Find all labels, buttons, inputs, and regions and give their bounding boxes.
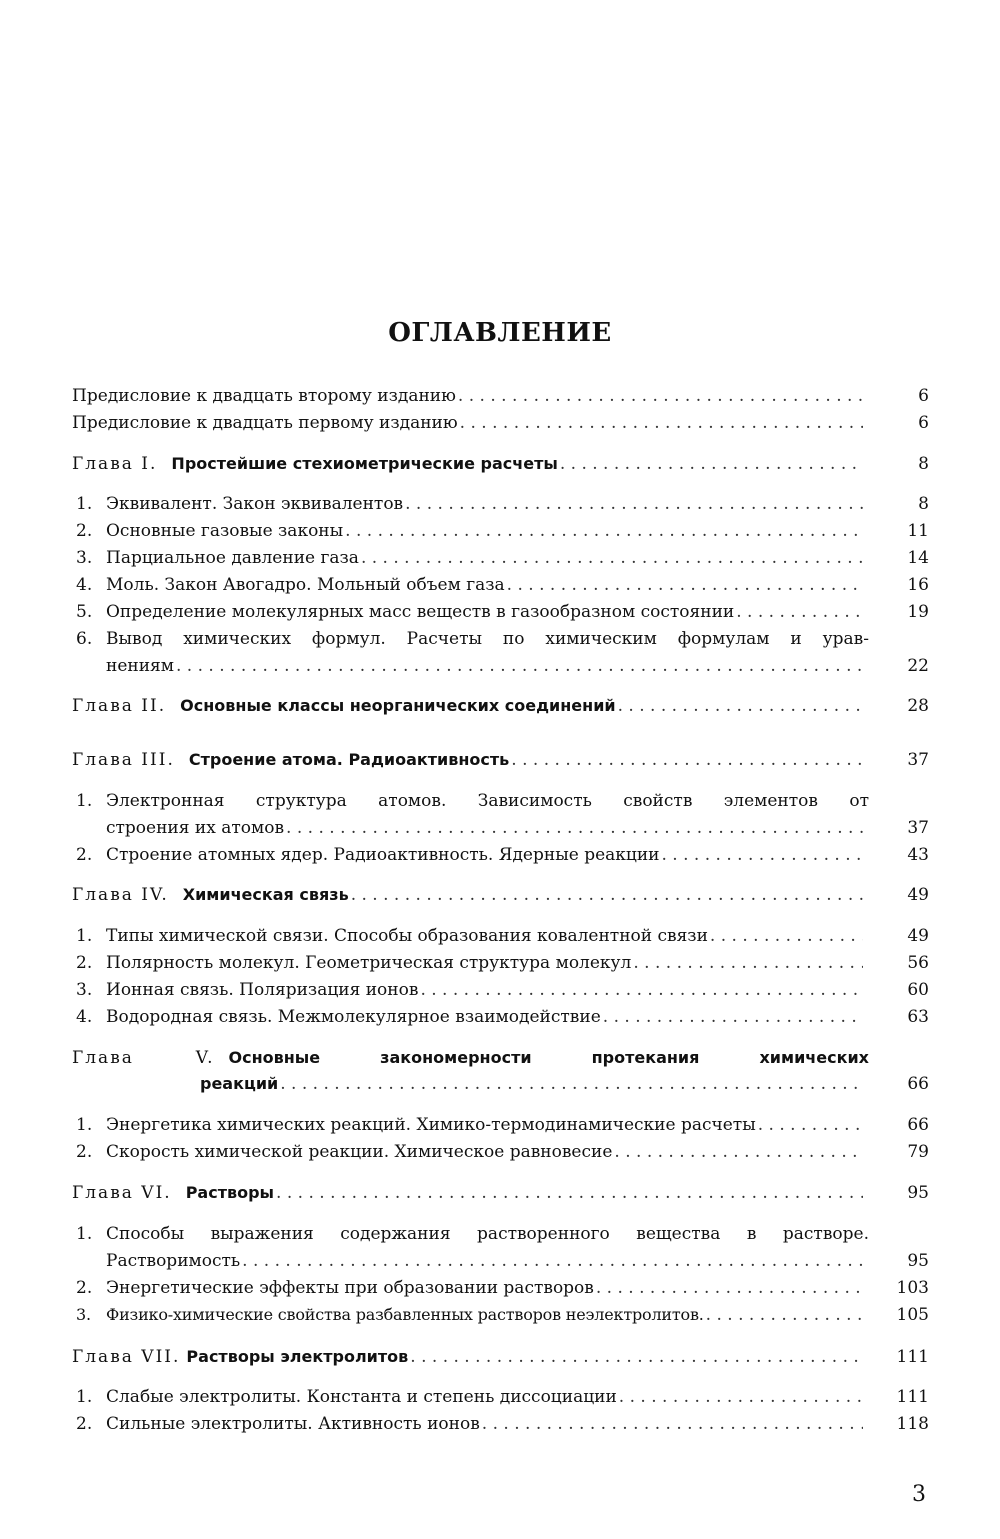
section-page: 111 <box>896 1387 929 1407</box>
entry-page: 6 <box>918 413 929 433</box>
chapter-label: Глава VII. <box>72 1347 181 1367</box>
dot-leader <box>458 384 863 408</box>
section-text: Энергетика химических реакций. Химико-термодинамические расчеты <box>106 1115 756 1135</box>
section-page: 103 <box>896 1278 929 1298</box>
page-title: ОГЛАВЛЕНИЕ <box>388 318 612 348</box>
section-number: 1. <box>76 1224 93 1244</box>
section-number: 1. <box>76 1115 93 1135</box>
dot-leader <box>460 411 863 435</box>
toc-section-1-5[interactable] <box>72 600 929 624</box>
chapter-label: Глава IV. <box>72 885 169 905</box>
toc-chapter-7[interactable] <box>72 1345 929 1369</box>
dot-leader <box>596 1276 863 1300</box>
section-number: 1. <box>76 1387 93 1407</box>
section-text: Физико-химические свойства разбавленных растворов неэлектролитов. <box>106 1305 704 1324</box>
dot-leader <box>736 600 863 624</box>
chapter-page: 49 <box>907 885 929 905</box>
section-number: 2. <box>76 1278 93 1298</box>
toc-entry-preface-21[interactable] <box>72 411 929 435</box>
toc-section-4-1[interactable] <box>72 924 929 948</box>
dot-leader <box>276 1181 863 1205</box>
section-number: 2. <box>76 521 93 541</box>
chapter-title: Растворы <box>185 1183 275 1202</box>
toc-section-1-6-cont[interactable] <box>72 654 929 678</box>
section-text: Сильные электролиты. Активность ионов <box>106 1414 480 1434</box>
entry-page: 6 <box>918 386 929 406</box>
dot-leader <box>618 694 863 718</box>
dot-leader <box>614 1140 863 1164</box>
toc-section-4-2[interactable] <box>72 951 929 975</box>
chapter-page: 66 <box>907 1074 929 1094</box>
page-number: 3 <box>912 1482 926 1507</box>
dot-leader <box>511 748 863 772</box>
section-text-cont: нениям <box>106 656 174 676</box>
dot-leader <box>482 1412 863 1436</box>
toc-section-6-1[interactable] <box>72 1222 929 1246</box>
section-page: 22 <box>907 656 929 676</box>
chapter-label: Глава III. <box>72 750 175 770</box>
section-text: Электронная структура атомов. Зависимость свойств элементов от <box>106 791 869 811</box>
chapter-page: 37 <box>907 750 929 770</box>
dot-leader <box>345 519 863 543</box>
toc-section-5-1[interactable] <box>72 1113 929 1137</box>
toc-section-5-2[interactable] <box>72 1140 929 1164</box>
section-text: Слабые электролиты. Константа и степень диссоциации <box>106 1387 617 1407</box>
entry-text: Предисловие к двадцать первому изданию <box>72 413 458 433</box>
section-page: 105 <box>896 1305 929 1325</box>
toc-chapter-5[interactable] <box>72 1046 929 1070</box>
section-page: 60 <box>907 980 929 1000</box>
section-number: 2. <box>76 1414 93 1434</box>
section-number: 2. <box>76 845 93 865</box>
dot-leader <box>176 654 863 678</box>
chapter-page: 28 <box>907 696 929 716</box>
section-number: 1. <box>76 926 93 946</box>
section-text: Водородная связь. Межмолекулярное взаимодействие <box>106 1007 601 1027</box>
toc-section-3-1-cont[interactable] <box>72 816 929 840</box>
dot-leader <box>420 978 863 1002</box>
toc-section-7-1[interactable] <box>72 1385 929 1409</box>
toc-section-1-4[interactable] <box>72 573 929 597</box>
section-page: 95 <box>907 1251 929 1271</box>
toc-section-1-6[interactable] <box>72 627 929 651</box>
section-page: 16 <box>907 575 929 595</box>
dot-leader <box>603 1005 863 1029</box>
section-text: Способы выражения содержания растворенного вещества в растворе. <box>106 1224 869 1244</box>
chapter-page: 111 <box>896 1347 929 1367</box>
section-text: Типы химической связи. Способы образования ковалентной связи <box>106 926 708 946</box>
toc-chapter-2[interactable] <box>72 694 929 718</box>
toc-section-4-4[interactable] <box>72 1005 929 1029</box>
chapter-page: 8 <box>918 454 929 474</box>
section-page: 79 <box>907 1142 929 1162</box>
dot-leader <box>280 1072 863 1096</box>
section-number: 1. <box>76 494 93 514</box>
toc-section-1-3[interactable] <box>72 546 929 570</box>
section-text: Определение молекулярных масс веществ в газообразном состоянии <box>106 602 735 622</box>
section-text: Полярность молекул. Геометрическая структура молекул <box>106 953 632 973</box>
section-page: 49 <box>907 926 929 946</box>
section-page: 14 <box>907 548 929 568</box>
section-number: 6. <box>76 629 93 649</box>
toc-chapter-5-cont[interactable] <box>72 1072 929 1096</box>
section-number: 2. <box>76 1142 93 1162</box>
section-page: 66 <box>907 1115 929 1135</box>
dot-leader <box>619 1385 863 1409</box>
toc-section-6-2[interactable] <box>72 1276 929 1300</box>
section-text: Эквивалент. Закон эквивалентов <box>106 494 404 514</box>
toc-section-6-3[interactable] <box>72 1303 929 1327</box>
chapter-label: Глава I. <box>72 454 158 474</box>
chapter-title: Строение атома. Радиоактивность <box>188 750 510 769</box>
section-number: 4. <box>76 575 93 595</box>
section-text-cont: строения их атомов <box>106 818 285 838</box>
dot-leader <box>710 924 863 948</box>
dot-leader <box>758 1113 863 1137</box>
dot-leader <box>662 843 864 867</box>
section-page: 63 <box>907 1007 929 1027</box>
toc-chapter-1[interactable] <box>72 452 929 476</box>
dot-leader <box>560 452 863 476</box>
toc-entry-preface-22[interactable] <box>72 384 929 408</box>
section-number: 3. <box>76 1305 91 1324</box>
section-number: 1. <box>76 791 93 811</box>
section-text: Энергетические эффекты при образовании растворов <box>106 1278 594 1298</box>
section-text-cont: Растворимость <box>106 1251 241 1271</box>
chapter-title: Простейшие стехиометрические расчеты <box>171 454 558 473</box>
section-page: 8 <box>918 494 929 514</box>
section-text: Основные газовые законы <box>106 521 344 541</box>
section-text: Вывод химических формул. Расчеты по химическим формулам и урав- <box>106 629 869 649</box>
toc-section-4-3[interactable] <box>72 978 929 1002</box>
section-number: 2. <box>76 953 93 973</box>
toc-section-1-1[interactable] <box>72 492 929 516</box>
chapter-page: 95 <box>907 1183 929 1203</box>
dot-leader <box>405 492 863 516</box>
dot-leader <box>361 546 863 570</box>
section-number: 5. <box>76 602 93 622</box>
chapter-title: Основные закономерности протекания химических <box>228 1048 869 1067</box>
toc-chapter-4[interactable] <box>72 883 929 907</box>
section-page: 37 <box>907 818 929 838</box>
chapter-label: Глава II. <box>72 696 167 716</box>
section-page: 43 <box>907 845 929 865</box>
section-text: Скорость химической реакции. Химическое равновесие <box>106 1142 613 1162</box>
dot-leader <box>242 1249 863 1273</box>
toc-section-3-1[interactable] <box>72 789 929 813</box>
section-page: 118 <box>896 1414 929 1434</box>
toc-chapter-6[interactable] <box>72 1181 929 1205</box>
section-number: 3. <box>76 980 93 1000</box>
toc-section-7-2[interactable] <box>72 1412 929 1436</box>
section-text: Моль. Закон Авогадро. Мольный объем газа <box>106 575 505 595</box>
chapter-label: Глава V. <box>72 1048 215 1068</box>
section-text: Строение атомных ядер. Радиоактивность. Ядерные реакции <box>106 845 660 865</box>
dot-leader <box>507 573 863 597</box>
chapter-title: Растворы электролитов <box>186 1347 409 1366</box>
chapter-label: Глава VI. <box>72 1183 172 1203</box>
section-text: Парциальное давление газа <box>106 548 359 568</box>
chapter-title: Основные классы неорганических соединений <box>180 696 616 715</box>
dot-leader <box>633 951 863 975</box>
section-text: Ионная связь. Поляризация ионов <box>106 980 419 1000</box>
section-number: 4. <box>76 1007 93 1027</box>
dot-leader <box>410 1345 863 1369</box>
chapter-title-cont: реакций <box>200 1074 279 1093</box>
dot-leader <box>286 816 863 840</box>
toc-chapter-3[interactable] <box>72 748 929 772</box>
toc-section-6-1-cont[interactable] <box>72 1249 929 1273</box>
dot-leader <box>351 883 863 907</box>
entry-text: Предисловие к двадцать второму изданию <box>72 386 456 406</box>
section-number: 3. <box>76 548 93 568</box>
section-page: 56 <box>907 953 929 973</box>
toc-section-1-2[interactable] <box>72 519 929 543</box>
chapter-title: Химическая связь <box>182 885 349 904</box>
toc-section-3-2[interactable] <box>72 843 929 867</box>
section-page: 19 <box>907 602 929 622</box>
section-page: 11 <box>907 521 929 541</box>
